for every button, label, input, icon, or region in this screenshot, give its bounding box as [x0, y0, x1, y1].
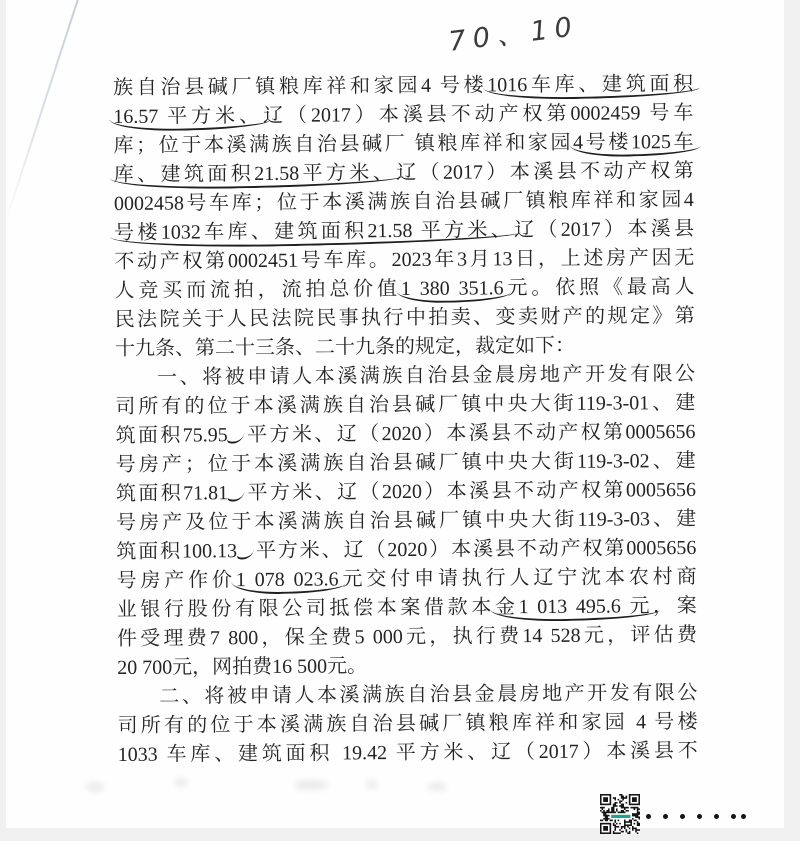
text-segment: 1033 车库、建筑面积 19.42 平方米、辽（2017）本溪县不	[117, 739, 698, 766]
text-line	[116, 447, 696, 480]
hand-tick-mark	[236, 546, 254, 561]
ellipsis-dot	[663, 814, 668, 819]
text-segment: 十九条、第二十三条、二十九条的规定，裁定如下：	[114, 334, 575, 360]
text-line	[116, 563, 696, 596]
text-segment: 平方米、辽（2020）本溪县不动产权第0005656	[244, 420, 696, 447]
text-line	[117, 592, 697, 625]
text-segment: 号房产作价	[116, 569, 236, 592]
hand-underlined-text: 金1 013 495.6 元	[494, 595, 654, 619]
ellipsis-dot	[741, 814, 746, 819]
text-segment: ，案	[653, 594, 697, 618]
text-line	[113, 99, 693, 132]
text-line	[114, 157, 694, 190]
ink-bleed-smudge	[174, 778, 188, 787]
text-segment: 业银行股份有限公司抵偿本案借款本	[116, 596, 495, 621]
text-segment: 元交付申请执行人辽宁沈本农村商	[338, 565, 697, 591]
text-segment: 号房产及位于本溪满族自治县碱厂镇中央大街119-3-03、建	[116, 507, 697, 534]
text-segment: 平方米、辽（2020）本溪县不动产权第0005656	[253, 536, 697, 563]
text-line	[114, 186, 694, 219]
hand-tick-mark	[227, 488, 245, 503]
handwritten-annotation: 70、10	[446, 11, 581, 58]
hand-underlined-text: 库、建筑面积21.58平方米、	[113, 162, 397, 186]
ellipsis-dots	[646, 812, 746, 820]
text-segment: 件受理费7 800，保全费5 000元，执行费14 528元，评估费	[116, 623, 698, 650]
ink-bleed-smudge	[86, 782, 104, 792]
text-segment: 库；位于本溪满族自治县碱厂 镇粮库祥和家园	[113, 131, 574, 157]
text-segment: 筑面积75.95	[115, 424, 228, 447]
text-segment: 民法院关于人民法院民事执行中拍卖、变卖财产的规定》第	[114, 304, 695, 331]
text-line	[118, 737, 698, 770]
text-line	[115, 302, 695, 335]
text-line	[117, 650, 697, 683]
text-line	[114, 273, 694, 306]
text-segment: 0002458号车库；位于本溪满族自治县碱厂镇粮库祥和家园4	[113, 188, 694, 215]
text-line	[117, 708, 697, 741]
text-line	[114, 215, 694, 248]
hand-underlined-text: 1 078 023.6	[235, 568, 339, 592]
hand-underlined-text: 1016车库、建筑面积	[487, 72, 694, 97]
text-line	[117, 679, 697, 712]
ellipsis-dot	[731, 814, 736, 819]
ink-bleed-smudge	[428, 782, 446, 791]
text-segment: 筑面积71.81	[115, 482, 229, 505]
ink-bleed-smudge	[294, 780, 328, 790]
text-segment: 20 700元，网拍费16 500元。	[117, 655, 368, 679]
text-segment: 人竞买而流拍，流拍总价值	[114, 277, 401, 302]
text-segment: 辽（2017）本溪县	[514, 217, 695, 242]
text-segment: 不动产权第0002451号车库。2023年3月13日，上述房产因无	[114, 246, 695, 273]
text-line	[115, 360, 695, 393]
text-line	[115, 389, 695, 422]
text-line	[114, 244, 694, 277]
text-line	[116, 505, 696, 538]
text-segment: 二、将被申请人本溪满族自治县金晨房地产开发有限公	[159, 681, 698, 708]
text-line	[113, 128, 693, 161]
text-line	[115, 331, 695, 364]
ink-bleed-smudge	[366, 780, 378, 789]
hand-underlined-text: 1 380 351.6	[400, 277, 504, 300]
text-segment: 司所有的位于本溪满族自治县碱厂镇粮库祥和家园 4 号楼	[117, 710, 698, 737]
document-body	[113, 70, 698, 770]
text-segment: 司所有的位于本溪满族自治县碱厂镇中央大街119-3-01、建	[115, 391, 696, 418]
text-segment: 一、将被申请人本溪满族自治县金晨房地产开发有限公	[157, 362, 696, 389]
page-edge-crease	[5, 0, 80, 223]
ellipsis-dot	[646, 814, 651, 819]
paper-page	[6, 0, 784, 828]
text-segment: 筑面积100.13	[116, 540, 238, 563]
text-segment: 平方米、辽（2020）本溪县不动产权第0005656	[245, 478, 697, 505]
ellipsis-dot	[680, 814, 685, 819]
ellipsis-dot	[714, 814, 719, 819]
text-segment: 元。依照《最高人	[503, 275, 695, 300]
text-line	[116, 476, 696, 509]
ellipsis-dot	[697, 814, 702, 819]
text-segment: 族自治县碱厂镇粮库祥和家园4 号楼	[113, 74, 488, 99]
text-line	[117, 621, 697, 654]
text-segment: 辽（2017）本溪县不动产权第0002459 号车	[262, 101, 694, 127]
hand-tick-mark	[227, 430, 245, 445]
text-line	[115, 418, 695, 451]
hand-underlined-text: 16.57 平方米、	[113, 104, 264, 128]
qr-code	[600, 794, 640, 834]
text-segment: 辽（2017）本溪县不动产权第	[396, 159, 694, 185]
text-line	[113, 70, 693, 103]
hand-underlined-text: 号楼1032车库、建筑面积21.58 平方米、	[114, 219, 515, 244]
hand-underlined-text: 4号楼1025车	[573, 130, 694, 154]
text-segment: 号房产；位于本溪满族自治县碱厂镇中央大街119-3-02、建	[115, 449, 696, 476]
text-line	[116, 534, 696, 567]
